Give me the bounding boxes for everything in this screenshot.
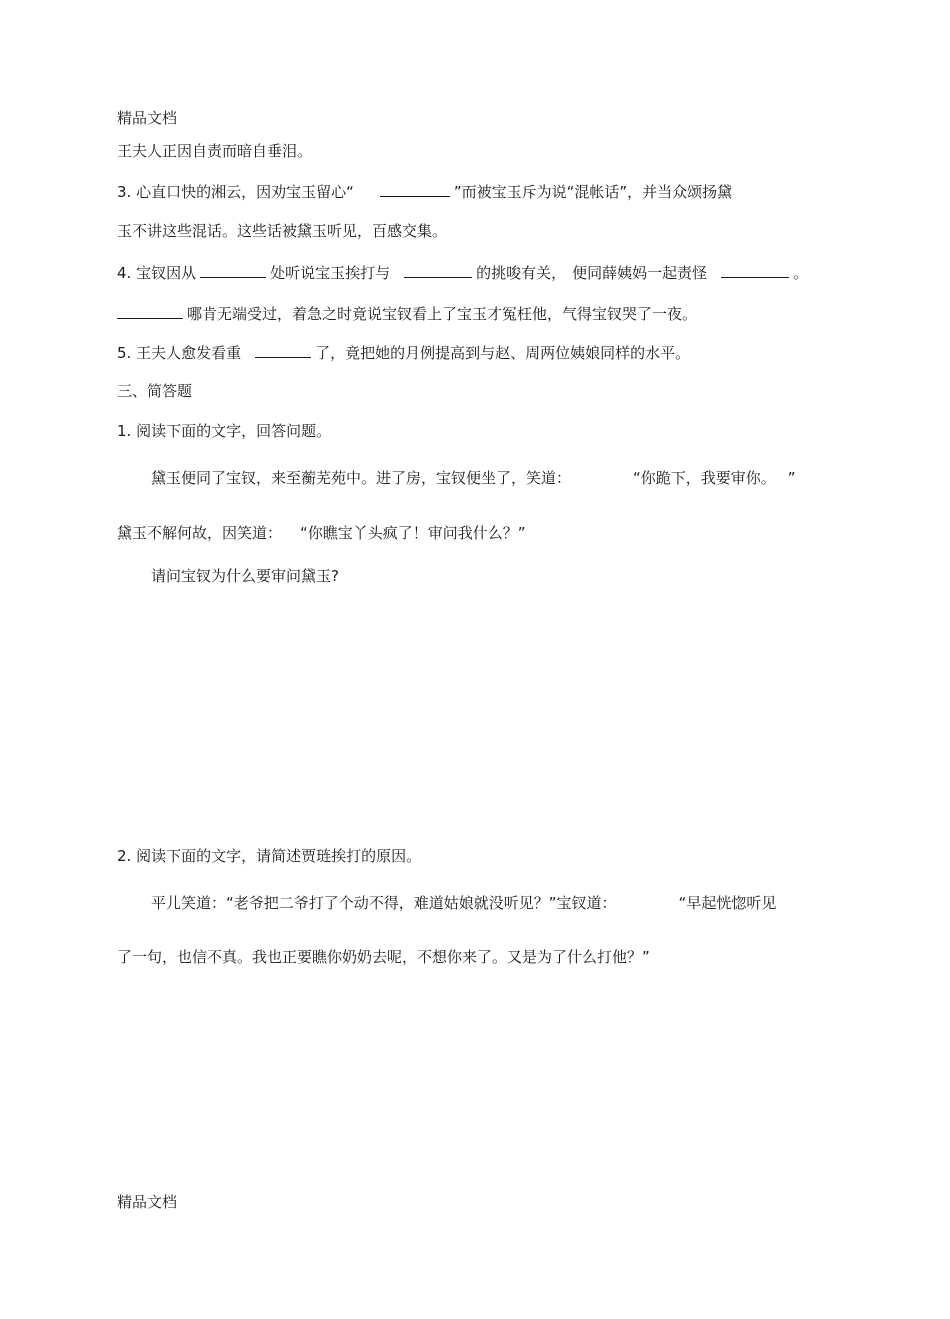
- question-3-line-1: [117, 180, 732, 202]
- question-4-line-1: [117, 261, 808, 283]
- short-answer-1-question: 请问宝钗为什么要审问黛玉?: [151, 567, 339, 585]
- section-title: 三、简答题: [117, 382, 193, 400]
- question-text: 5. 王夫人愈发看重: [117, 344, 242, 362]
- fill-blank[interactable]: [200, 261, 266, 278]
- passage-text: 平儿笑道：“老爷把二爷打了个动不得，难道姑娘就没听见？”宝钗道：: [151, 894, 617, 912]
- fill-blank[interactable]: [404, 261, 472, 278]
- question-4-line-2: [117, 302, 697, 324]
- passage-text: 黛玉便同了宝钗，来至蘅芜苑中。进了房，宝钗便坐了，笑道：: [151, 469, 572, 487]
- question-5: [117, 341, 690, 363]
- fill-blank[interactable]: [117, 302, 183, 319]
- question-text: 4. 宝钗因从: [117, 264, 197, 282]
- passage-text: “你瞧宝丫头疯了！审问我什么？”: [300, 524, 526, 542]
- question-text: 3. 心直口快的湘云，因劝宝玉留心“: [117, 183, 354, 201]
- passage-text: ”: [787, 469, 796, 487]
- short-answer-1-title: 1. 阅读下面的文字，回答问题。: [117, 422, 332, 440]
- fill-blank[interactable]: [255, 341, 311, 358]
- short-answer-2-title: 2. 阅读下面的文字，请简述贾琏挨打的原因。: [117, 847, 422, 865]
- question-text: 的挑唆有关，: [476, 264, 567, 282]
- passage-2-line-1: [151, 893, 776, 913]
- question-3-line-2: 玉不讲这些混话。这些话被黛玉听见，百感交集。: [117, 222, 448, 240]
- passage-text: 黛玉不解何故，因笑道：: [117, 524, 283, 542]
- question-text: 哪肯无端受过，着急之时竟说宝钗看上了宝玉才冤枉他，气得宝钗哭了一夜。: [187, 305, 698, 323]
- question-text: 了，竟把她的月例提高到与赵、周两位姨娘同样的水平。: [315, 344, 691, 362]
- page-footer: 精品文档: [117, 1193, 178, 1211]
- passage-text: “早起恍惚听见: [678, 894, 777, 912]
- passage-1-line-2: [117, 523, 526, 543]
- question-text: 。: [793, 264, 809, 282]
- question-text: 处听说宝玉挨打与: [270, 264, 391, 282]
- page-header: 精品文档: [117, 109, 178, 127]
- passage-text: “你跪下，我要审你。: [633, 469, 776, 487]
- question-text: ”而被宝玉斥为说“混帐话”，并当众颂扬黛: [453, 183, 733, 201]
- question-text: 便同薛姨妈一起责怪: [572, 264, 708, 282]
- fill-blank[interactable]: [721, 261, 789, 278]
- fill-blank[interactable]: [380, 180, 450, 197]
- passage-1-line-1: [151, 468, 796, 488]
- passage-2-line-2: 了一句，也信不真。我也正要瞧你奶奶去呢，不想你来了。又是为了什么打他？”: [117, 948, 650, 966]
- text-line: 王夫人正因自责而暗自垂泪。: [117, 142, 313, 160]
